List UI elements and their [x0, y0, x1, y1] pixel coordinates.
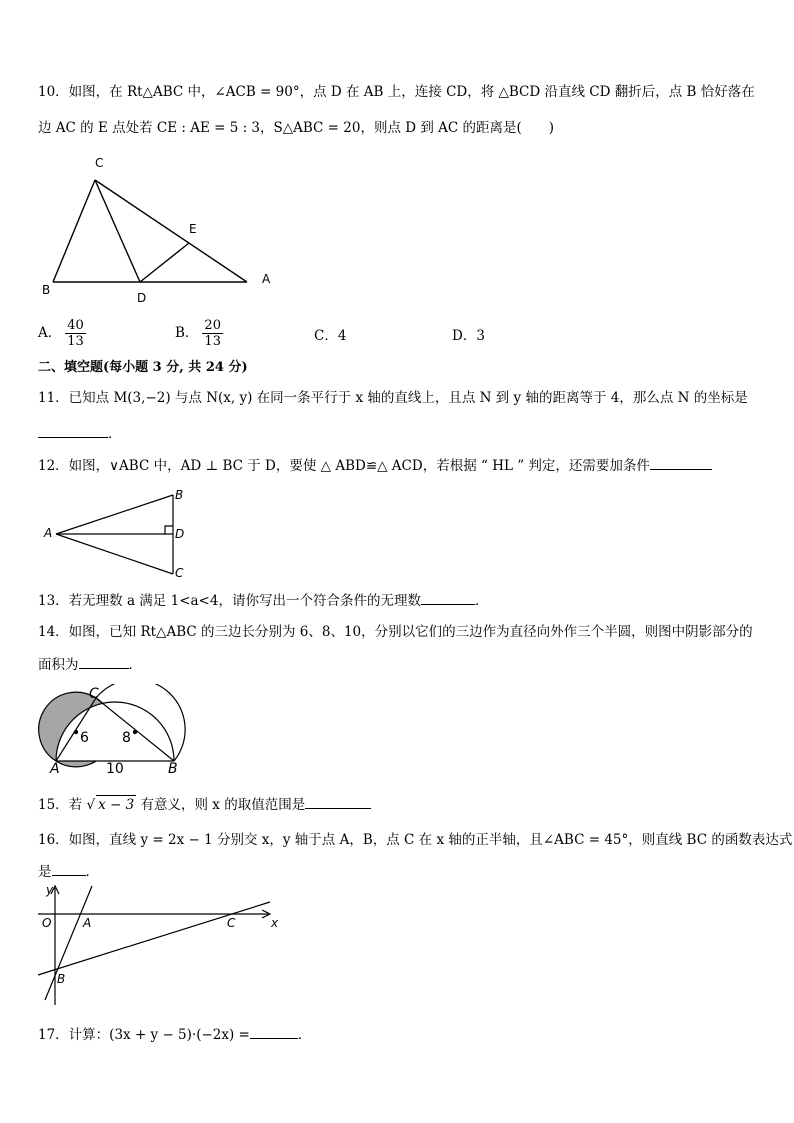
q14-text-line2: 面积为 ． [38, 657, 142, 673]
q14-label-b: B [168, 761, 178, 776]
q13-answer-blank[interactable] [421, 592, 475, 605]
q16-label-a: A [83, 916, 92, 930]
q16-coordinate-figure [34, 880, 284, 1010]
q16-label-o: O [42, 916, 52, 930]
q10-option-c[interactable]: C．4 [314, 328, 347, 344]
q14-label-a: A [50, 761, 60, 776]
q10-text-line1: 10．如图，在 Rt△ABC 中，∠ACB = 90°，点 D 在 AB 上，连接 CD，将 △BCD 沿直线 CD 翻折后，点 B 恰好落在 [38, 84, 755, 100]
q16-text-line2: 是 ． [38, 864, 99, 880]
q15-text: 15．若 √ x − 3 有意义，则 x 的取值范围是 [38, 795, 371, 814]
q16-label-y: y [46, 883, 54, 897]
q10-triangle-figure [36, 150, 286, 310]
q11-answer-blank[interactable] [38, 425, 108, 438]
q14-label-c: C [89, 686, 99, 702]
q10-option-b[interactable]: B． $\frac{20}{13}$ [175, 318, 221, 349]
q17-answer-blank[interactable] [250, 1026, 298, 1039]
q10-label-b: B [42, 283, 51, 297]
q14-label-eight: 8 [122, 730, 131, 746]
q10-label-c: C [95, 156, 104, 170]
q16-label-x: x [271, 916, 279, 930]
q10-option-a[interactable]: A． $\frac{40}{13}$ [38, 318, 84, 349]
q10-label-d: D [137, 291, 147, 305]
q16-text-line1: 16．如图，直线 y = 2x − 1 分别交 x，y 轴于点 A，B，点 C 在 x 轴的正半轴，且∠ABC = 45°，则直线 BC 的函数表达式 [38, 832, 793, 848]
q10-label-e: E [189, 222, 197, 236]
q16-label-c: C [227, 916, 236, 930]
q14-text-line1: 14．如图，已知 Rt△ABC 的三边长分别为 6、8、10，分别以它们的三边作为直径向外作三个半圆，则图中阴影部分的 [38, 624, 753, 640]
q14-label-six: 6 [80, 730, 89, 746]
section-heading-fill-in: 二、填空题(每小题 3 分, 共 24 分) [38, 360, 248, 375]
q12-text: 12．如图，∨ABC 中，AD ⊥ BC 于 D，要使 △ ABD≌△ ACD，若根据 “ HL ” 判定，还需要加条件 [38, 457, 712, 475]
q16-answer-blank[interactable] [52, 863, 86, 876]
q15-radical: x − 3 [98, 797, 135, 813]
q12-answer-blank[interactable] [650, 457, 712, 470]
q11-text-line1: 11．已知点 M(3,−2) 与点 N(x, y) 在同一条平行于 x 轴的直线上，且点 N 到 y 轴的距离等于 4，那么点 N 的坐标是 [38, 390, 748, 406]
q12-label-d: D [175, 527, 185, 541]
q10-option-d[interactable]: D．3 [452, 328, 485, 344]
q11-answer-line: ． [38, 425, 122, 443]
q12-label-c: C [175, 566, 184, 580]
q16-label-b: B [57, 972, 66, 986]
q13-text: 13．若无理数 a 满足 1<a<4，请你写出一个符合条件的无理数 ． [38, 593, 489, 609]
q15-answer-blank[interactable] [305, 796, 371, 809]
q14-semicircles-figure [38, 684, 198, 776]
q10-label-a: A [262, 272, 271, 286]
q14-answer-blank[interactable] [79, 656, 129, 669]
q10-text-line2: 边 AC 的 E 点处若 CE : AE = 5 : 3，S△ABC = 20，则点 D 到 AC 的距离是( ) [38, 120, 555, 136]
q12-label-a: A [44, 526, 53, 540]
q14-label-ten: 10 [106, 761, 124, 776]
q12-triangle-figure [40, 485, 200, 583]
q17-text: 17．计算：(3x + y − 5)·(−2x) = ． [38, 1027, 312, 1043]
q12-label-b: B [175, 488, 184, 502]
